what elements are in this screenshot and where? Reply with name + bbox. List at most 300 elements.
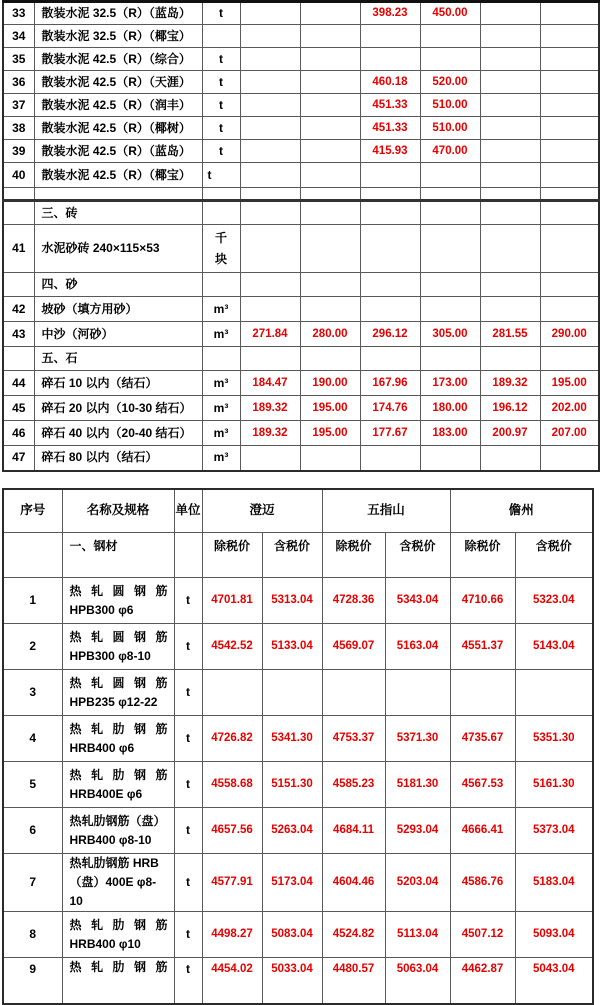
price-cell bbox=[480, 71, 540, 94]
price-cell bbox=[480, 94, 540, 117]
price-cell: 305.00 bbox=[420, 322, 480, 347]
unit-cell: t bbox=[174, 624, 202, 670]
material-name-cell bbox=[62, 624, 174, 670]
col-header-price-inc-danzhou: 含税价 bbox=[515, 533, 593, 578]
price-cell: 195.00 bbox=[300, 421, 360, 446]
materials-price-table bbox=[2, 0, 600, 472]
col-header-unit: 单位 bbox=[174, 489, 202, 533]
material-name-cell: 碎石 80 以内（结石） bbox=[34, 446, 202, 471]
spacer-row bbox=[3, 188, 599, 201]
name-line2: （盘）400E φ8-10 bbox=[69, 875, 157, 908]
price-cell bbox=[480, 25, 540, 48]
material-name-cell: 中沙（河砂） bbox=[34, 322, 202, 347]
price-cell: 5161.30 bbox=[515, 762, 593, 808]
unit-cell bbox=[202, 25, 240, 48]
unit-cell: t bbox=[202, 163, 240, 188]
col-header-serial: 序号 bbox=[3, 489, 62, 533]
row-number-cell: 3 bbox=[3, 670, 62, 716]
section-label: 三、砖 bbox=[34, 201, 202, 225]
price-cell: 520.00 bbox=[420, 71, 480, 94]
name-line1: 热 轧 肋 钢 筋 bbox=[69, 767, 168, 782]
material-name-cell bbox=[62, 762, 174, 808]
price-cell: 281.55 bbox=[480, 322, 540, 347]
unit-cell: t bbox=[174, 854, 202, 912]
row-number-cell: 40 bbox=[3, 163, 34, 188]
steel-price-table bbox=[2, 488, 594, 1005]
row-number-cell: 37 bbox=[3, 94, 34, 117]
price-cell bbox=[240, 2, 300, 25]
price-cell bbox=[515, 670, 593, 716]
price-cell: 5163.04 bbox=[385, 624, 450, 670]
price-cell bbox=[480, 140, 540, 163]
material-name-cell: 碎石 20 以内（10-30 结石） bbox=[34, 396, 202, 421]
price-cell: 5263.04 bbox=[262, 808, 322, 854]
empty-cell bbox=[300, 347, 360, 371]
unit-cell: m³ bbox=[202, 396, 240, 421]
unit-cell: t bbox=[202, 71, 240, 94]
empty-cell bbox=[174, 533, 202, 578]
row-number-cell: 44 bbox=[3, 371, 34, 396]
price-cell bbox=[420, 297, 480, 322]
price-cell: 4551.37 bbox=[450, 624, 515, 670]
price-cell bbox=[540, 94, 599, 117]
material-row bbox=[3, 94, 599, 117]
material-name-cell: 散装水泥 42.5（R）（椰宝） bbox=[34, 163, 202, 188]
row-number-cell: 6 bbox=[3, 808, 62, 854]
price-cell: 4558.68 bbox=[202, 762, 262, 808]
steel-row bbox=[3, 716, 593, 762]
unit-cell: m³ bbox=[202, 421, 240, 446]
price-cell bbox=[420, 48, 480, 71]
row-number-cell: 2 bbox=[3, 624, 62, 670]
material-name-cell: 散装水泥 42.5（R）（椰树） bbox=[34, 117, 202, 140]
price-cell: 5371.30 bbox=[385, 716, 450, 762]
name-line2: HRB400 φ6 bbox=[69, 740, 135, 755]
price-cell bbox=[322, 670, 385, 716]
price-cell: 5181.30 bbox=[385, 762, 450, 808]
empty-cell bbox=[420, 201, 480, 225]
material-row bbox=[3, 140, 599, 163]
city-header-chengmai: 澄迈 bbox=[202, 489, 322, 533]
price-cell bbox=[540, 297, 599, 322]
price-cell: 4569.07 bbox=[322, 624, 385, 670]
material-row bbox=[3, 297, 599, 322]
price-cell: 451.33 bbox=[360, 117, 420, 140]
price-cell bbox=[300, 163, 360, 188]
col-header-price-ex-danzhou: 除税价 bbox=[450, 533, 515, 578]
unit-cell: t bbox=[174, 958, 202, 1004]
price-cell: 174.76 bbox=[360, 396, 420, 421]
unit-cell: m³ bbox=[202, 322, 240, 347]
price-cell bbox=[240, 48, 300, 71]
material-name-cell bbox=[62, 958, 174, 1004]
price-cell bbox=[300, 446, 360, 471]
price-cell: 450.00 bbox=[420, 2, 480, 25]
row-number-cell: 43 bbox=[3, 322, 34, 347]
col-header-price-inc-chengmai: 含税价 bbox=[262, 533, 322, 578]
material-name-cell: 散装水泥 32.5（R）（椰宝） bbox=[34, 25, 202, 48]
price-cell: 271.84 bbox=[240, 322, 300, 347]
price-cell bbox=[480, 225, 540, 273]
row-number-cell: 38 bbox=[3, 117, 34, 140]
price-cell bbox=[540, 48, 599, 71]
price-cell bbox=[540, 163, 599, 188]
name-line1: 热 轧 圆 钢 筋 bbox=[69, 675, 168, 690]
material-name-cell: 碎石 40 以内（20-40 结石） bbox=[34, 421, 202, 446]
price-cell bbox=[240, 71, 300, 94]
unit-cell: t bbox=[174, 808, 202, 854]
steel-row bbox=[3, 808, 593, 854]
section-label: 五、石 bbox=[34, 347, 202, 371]
price-cell: 173.00 bbox=[420, 371, 480, 396]
unit-cell: t bbox=[174, 762, 202, 808]
price-cell: 4454.02 bbox=[202, 958, 262, 1004]
price-cell: 4604.46 bbox=[322, 854, 385, 912]
price-cell: 470.00 bbox=[420, 140, 480, 163]
name-line1: 热轧肋钢筋（盘） bbox=[69, 813, 166, 828]
steel-row bbox=[3, 624, 593, 670]
empty-cell bbox=[240, 347, 300, 371]
material-row bbox=[3, 25, 599, 48]
material-row bbox=[3, 163, 599, 188]
price-cell: 5063.04 bbox=[385, 958, 450, 1004]
empty-cell bbox=[540, 347, 599, 371]
price-cell: 5293.04 bbox=[385, 808, 450, 854]
name-line2: HRB400 φ10 bbox=[69, 936, 141, 951]
price-cell: 5173.04 bbox=[262, 854, 322, 912]
price-cell bbox=[300, 94, 360, 117]
price-cell: 4657.56 bbox=[202, 808, 262, 854]
price-cell: 296.12 bbox=[360, 322, 420, 347]
price-cell: 4542.52 bbox=[202, 624, 262, 670]
steel-row bbox=[3, 578, 593, 624]
empty-cell bbox=[3, 273, 34, 297]
price-cell bbox=[480, 2, 540, 25]
price-cell: 5043.04 bbox=[515, 958, 593, 1004]
steel-row bbox=[3, 670, 593, 716]
price-cell bbox=[420, 446, 480, 471]
price-cell bbox=[540, 2, 599, 25]
name-line2: HRB400E φ6 bbox=[69, 786, 143, 801]
unit-cell: t bbox=[174, 578, 202, 624]
steel-row bbox=[3, 958, 593, 1004]
price-cell: 4498.27 bbox=[202, 912, 262, 958]
header-row-subprices bbox=[3, 533, 593, 578]
empty-cell bbox=[3, 201, 34, 225]
material-name-cell: 碎石 10 以内（结石） bbox=[34, 371, 202, 396]
price-cell: 510.00 bbox=[420, 94, 480, 117]
price-cell bbox=[300, 48, 360, 71]
price-cell bbox=[240, 297, 300, 322]
price-cell: 4480.57 bbox=[322, 958, 385, 1004]
price-cell: 207.00 bbox=[540, 421, 599, 446]
price-cell: 290.00 bbox=[540, 322, 599, 347]
price-cell bbox=[540, 71, 599, 94]
name-line2: HPB300 φ6 bbox=[69, 602, 134, 617]
material-name-cell: 水泥砂砖 240×115×53 bbox=[34, 225, 202, 273]
price-cell bbox=[420, 225, 480, 273]
empty-cell bbox=[360, 188, 420, 201]
price-cell bbox=[240, 163, 300, 188]
price-cell: 4726.82 bbox=[202, 716, 262, 762]
empty-cell bbox=[300, 273, 360, 297]
price-cell: 415.93 bbox=[360, 140, 420, 163]
material-row bbox=[3, 71, 599, 94]
row-number-cell: 45 bbox=[3, 396, 34, 421]
price-cell bbox=[300, 140, 360, 163]
empty-cell bbox=[202, 347, 240, 371]
material-row bbox=[3, 396, 599, 421]
price-cell: 4585.23 bbox=[322, 762, 385, 808]
row-number-cell: 7 bbox=[3, 854, 62, 912]
material-name-cell bbox=[62, 670, 174, 716]
price-cell: 4728.36 bbox=[322, 578, 385, 624]
price-cell: 5203.04 bbox=[385, 854, 450, 912]
price-cell: 510.00 bbox=[420, 117, 480, 140]
price-cell: 167.96 bbox=[360, 371, 420, 396]
price-cell bbox=[540, 225, 599, 273]
row-number-cell: 1 bbox=[3, 578, 62, 624]
empty-cell bbox=[240, 201, 300, 225]
empty-cell bbox=[540, 188, 599, 201]
price-cell: 5093.04 bbox=[515, 912, 593, 958]
price-cell: 184.47 bbox=[240, 371, 300, 396]
empty-cell bbox=[360, 201, 420, 225]
material-name-cell: 散装水泥 42.5（R）（蓝岛） bbox=[34, 140, 202, 163]
col-header-price-inc-wuzhishan: 含税价 bbox=[385, 533, 450, 578]
empty-cell bbox=[300, 188, 360, 201]
price-cell bbox=[360, 48, 420, 71]
empty-cell bbox=[540, 201, 599, 225]
price-cell bbox=[300, 297, 360, 322]
price-cell: 4684.11 bbox=[322, 808, 385, 854]
row-number-cell: 41 bbox=[3, 225, 34, 273]
price-cell: 5183.04 bbox=[515, 854, 593, 912]
price-cell bbox=[450, 670, 515, 716]
price-cell bbox=[300, 2, 360, 25]
material-row bbox=[3, 322, 599, 347]
price-cell: 5323.04 bbox=[515, 578, 593, 624]
material-name-cell: 坡砂（填方用砂） bbox=[34, 297, 202, 322]
price-cell: 398.23 bbox=[360, 2, 420, 25]
price-cell: 202.00 bbox=[540, 396, 599, 421]
row-number-cell: 33 bbox=[3, 2, 34, 25]
price-cell: 200.97 bbox=[480, 421, 540, 446]
price-cell: 4753.37 bbox=[322, 716, 385, 762]
name-line1: 热 轧 圆 钢 筋 bbox=[69, 583, 168, 598]
row-number-cell: 39 bbox=[3, 140, 34, 163]
price-cell bbox=[540, 25, 599, 48]
price-cell: 5033.04 bbox=[262, 958, 322, 1004]
row-number-cell: 47 bbox=[3, 446, 34, 471]
name-line1: 热 轧 肋 钢 筋 bbox=[69, 960, 168, 974]
price-cell bbox=[420, 25, 480, 48]
material-name-cell bbox=[62, 716, 174, 762]
price-cell bbox=[385, 670, 450, 716]
material-name-cell: 散装水泥 42.5（R）（天涯） bbox=[34, 71, 202, 94]
price-cell: 5143.04 bbox=[515, 624, 593, 670]
empty-cell bbox=[300, 201, 360, 225]
col-header-price-ex-wuzhishan: 除税价 bbox=[322, 533, 385, 578]
price-cell bbox=[300, 117, 360, 140]
name-line1: 热 轧 肋 钢 筋 bbox=[69, 917, 168, 932]
section-row bbox=[3, 201, 599, 225]
price-cell: 5373.04 bbox=[515, 808, 593, 854]
unit-cell: m³ bbox=[202, 446, 240, 471]
price-cell bbox=[300, 25, 360, 48]
empty-cell bbox=[480, 201, 540, 225]
price-cell: 180.00 bbox=[420, 396, 480, 421]
empty-cell bbox=[202, 188, 240, 201]
unit-cell bbox=[202, 225, 240, 273]
material-row bbox=[3, 225, 599, 273]
price-cell bbox=[240, 94, 300, 117]
price-cell bbox=[540, 117, 599, 140]
price-cell bbox=[360, 163, 420, 188]
price-cell: 451.33 bbox=[360, 94, 420, 117]
price-cell: 4524.82 bbox=[322, 912, 385, 958]
row-number-cell: 9 bbox=[3, 958, 62, 1004]
steel-row bbox=[3, 912, 593, 958]
material-name-cell: 散装水泥 32.5（R）（蓝岛） bbox=[34, 2, 202, 25]
price-cell: 4701.81 bbox=[202, 578, 262, 624]
empty-cell bbox=[360, 273, 420, 297]
name-line1: 热轧肋钢筋 HRB bbox=[69, 856, 159, 870]
empty-cell bbox=[420, 188, 480, 201]
price-cell bbox=[480, 48, 540, 71]
price-cell bbox=[262, 670, 322, 716]
price-cell bbox=[540, 446, 599, 471]
price-cell bbox=[360, 225, 420, 273]
price-cell: 5351.30 bbox=[515, 716, 593, 762]
section-steel-label: 一、钢材 bbox=[62, 533, 174, 578]
empty-cell bbox=[240, 188, 300, 201]
price-cell: 4567.53 bbox=[450, 762, 515, 808]
price-cell bbox=[360, 25, 420, 48]
material-row bbox=[3, 117, 599, 140]
unit-cell: t bbox=[174, 716, 202, 762]
empty-cell bbox=[240, 273, 300, 297]
material-row bbox=[3, 48, 599, 71]
row-number-cell: 42 bbox=[3, 297, 34, 322]
material-name-cell: 散装水泥 42.5（R）（综合） bbox=[34, 48, 202, 71]
empty-cell bbox=[360, 347, 420, 371]
material-name-cell bbox=[62, 808, 174, 854]
price-cell: 5113.04 bbox=[385, 912, 450, 958]
unit-text: 千块 bbox=[214, 231, 227, 266]
row-number-cell: 36 bbox=[3, 71, 34, 94]
price-cell: 5313.04 bbox=[262, 578, 322, 624]
price-cell bbox=[240, 117, 300, 140]
city-header-danzhou: 儋州 bbox=[450, 489, 593, 533]
empty-cell bbox=[202, 273, 240, 297]
price-cell bbox=[360, 297, 420, 322]
price-cell: 195.00 bbox=[300, 396, 360, 421]
material-row bbox=[3, 421, 599, 446]
section-row bbox=[3, 273, 599, 297]
price-cell bbox=[240, 25, 300, 48]
price-cell bbox=[240, 446, 300, 471]
row-number-cell: 8 bbox=[3, 912, 62, 958]
empty-cell bbox=[480, 188, 540, 201]
empty-cell bbox=[3, 188, 34, 201]
price-cell: 4666.41 bbox=[450, 808, 515, 854]
empty-cell bbox=[540, 273, 599, 297]
empty-cell bbox=[480, 273, 540, 297]
empty-cell bbox=[3, 533, 62, 578]
price-cell: 183.00 bbox=[420, 421, 480, 446]
empty-cell bbox=[202, 201, 240, 225]
price-cell bbox=[202, 670, 262, 716]
price-cell: 5151.30 bbox=[262, 762, 322, 808]
price-cell: 5343.04 bbox=[385, 578, 450, 624]
price-cell bbox=[540, 140, 599, 163]
price-cell: 189.32 bbox=[480, 371, 540, 396]
price-cell: 4586.76 bbox=[450, 854, 515, 912]
empty-cell bbox=[480, 347, 540, 371]
material-name-cell bbox=[62, 854, 174, 912]
name-line2: HPB300 φ8-10 bbox=[69, 648, 151, 663]
unit-cell: t bbox=[202, 2, 240, 25]
material-row bbox=[3, 2, 599, 25]
unit-cell: m³ bbox=[202, 297, 240, 322]
price-cell bbox=[300, 225, 360, 273]
price-cell bbox=[480, 117, 540, 140]
price-cell: 189.32 bbox=[240, 396, 300, 421]
price-cell bbox=[300, 71, 360, 94]
price-cell: 4462.87 bbox=[450, 958, 515, 1004]
row-number-cell: 5 bbox=[3, 762, 62, 808]
row-number-cell: 34 bbox=[3, 25, 34, 48]
price-cell bbox=[480, 163, 540, 188]
name-line2: HPB235 φ12-22 bbox=[69, 694, 158, 709]
price-cell: 280.00 bbox=[300, 322, 360, 347]
section-label: 四、砂 bbox=[34, 273, 202, 297]
empty-cell bbox=[420, 347, 480, 371]
unit-cell: t bbox=[202, 117, 240, 140]
price-cell: 190.00 bbox=[300, 371, 360, 396]
steel-row bbox=[3, 854, 593, 912]
name-line1: 热 轧 圆 钢 筋 bbox=[69, 629, 168, 644]
price-cell: 196.12 bbox=[480, 396, 540, 421]
row-number-cell: 35 bbox=[3, 48, 34, 71]
price-cell: 189.32 bbox=[240, 421, 300, 446]
row-number-cell: 4 bbox=[3, 716, 62, 762]
price-cell bbox=[420, 163, 480, 188]
price-cell: 5083.04 bbox=[262, 912, 322, 958]
col-header-name-spec: 名称及规格 bbox=[62, 489, 174, 533]
empty-cell bbox=[420, 273, 480, 297]
unit-cell: t bbox=[174, 670, 202, 716]
price-cell: 460.18 bbox=[360, 71, 420, 94]
price-cell bbox=[240, 140, 300, 163]
price-cell bbox=[360, 446, 420, 471]
unit-cell: m³ bbox=[202, 371, 240, 396]
price-cell: 4507.12 bbox=[450, 912, 515, 958]
header-row-cities bbox=[3, 489, 593, 533]
unit-cell: t bbox=[202, 48, 240, 71]
material-name-cell bbox=[62, 912, 174, 958]
row-number-cell: 46 bbox=[3, 421, 34, 446]
price-cell: 177.67 bbox=[360, 421, 420, 446]
name-line2: HRB400 φ8-10 bbox=[69, 832, 152, 847]
price-cell: 4710.66 bbox=[450, 578, 515, 624]
price-cell: 5341.30 bbox=[262, 716, 322, 762]
price-cell bbox=[480, 297, 540, 322]
city-header-wuzhishan: 五指山 bbox=[322, 489, 450, 533]
empty-cell bbox=[34, 188, 202, 201]
material-row bbox=[3, 371, 599, 396]
